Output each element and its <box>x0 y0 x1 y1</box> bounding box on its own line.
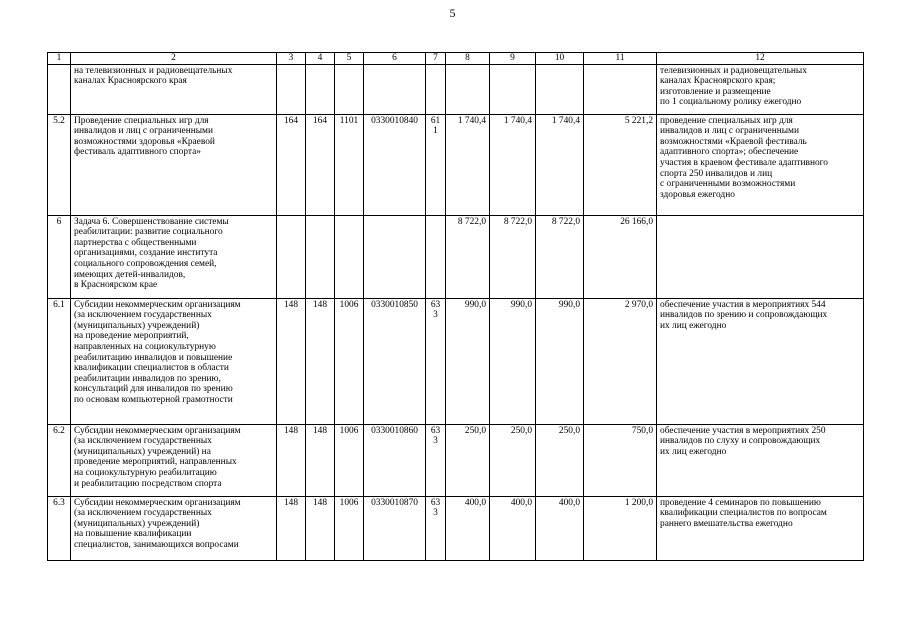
amount-year1-cell: 400,0 <box>446 496 490 560</box>
section-code-cell: 1101 <box>335 114 364 215</box>
target-article-cell <box>364 215 426 298</box>
header-cell: 9 <box>490 53 536 65</box>
grbs-code-cell: 148 <box>277 496 306 560</box>
section-code-cell: 1006 <box>335 496 364 560</box>
target-article-cell: 0330010850 <box>364 298 426 424</box>
expense-type-cell: 611 <box>426 114 446 215</box>
row-number-cell: 6.3 <box>48 496 71 560</box>
grbs-code-cell: 148 <box>277 298 306 424</box>
activity-name-cell: Проведение специальных игр для инвалидов и лиц с ограниченными возможностями здоровья «Краевой фестиваль адаптивного спорта» <box>71 114 277 215</box>
amount-year2-cell: 990,0 <box>490 298 536 424</box>
amount-year2-cell: 1 740,4 <box>490 114 536 215</box>
row-number-cell: 6 <box>48 215 71 298</box>
grbs-code-cell: 148 <box>306 298 335 424</box>
section-code-cell <box>335 64 364 114</box>
row-number-cell: 6.2 <box>48 424 71 496</box>
grbs-code-cell: 148 <box>277 424 306 496</box>
amount-year3-cell: 250,0 <box>536 424 584 496</box>
activity-name-cell: на телевизионных и радиовещательных каналах Красноярского края <box>71 64 277 114</box>
table-row <box>48 215 864 298</box>
amount-year3-cell: 1 740,4 <box>536 114 584 215</box>
expected-result-cell: проведение специальных игр для инвалидов и лиц с ограниченными возможностями «Краевой фестиваль адаптивного спорта»; обеспечение участия в краевом фестивале адаптивного спорта 250 инвалидов и лиц с ограниченными возможностями здоровья ежегодно <box>657 114 864 215</box>
table-row <box>48 298 864 424</box>
amount-total-cell: 1 200,0 <box>584 496 657 560</box>
grbs-code-cell: 164 <box>277 114 306 215</box>
amount-total-cell: 2 970,0 <box>584 298 657 424</box>
amount-year2-cell <box>490 64 536 114</box>
header-cell: 3 <box>277 53 306 65</box>
row-number-cell: 6.1 <box>48 298 71 424</box>
amount-total-cell: 26 166,0 <box>584 215 657 298</box>
amount-year3-cell: 990,0 <box>536 298 584 424</box>
header-cell: 2 <box>71 53 277 65</box>
grbs-code-cell <box>277 64 306 114</box>
header-cell: 10 <box>536 53 584 65</box>
header-cell: 8 <box>446 53 490 65</box>
header-cell: 1 <box>48 53 71 65</box>
amount-year1-cell: 250,0 <box>446 424 490 496</box>
table-row <box>48 496 864 560</box>
grbs-code-cell <box>306 64 335 114</box>
expected-result-cell: обеспечение участия в мероприятиях 544 инвалидов по зрению и сопровождающих их лиц ежегодно <box>657 298 864 424</box>
expected-result-cell: телевизионных и радиовещательных каналах Красноярского края; изготовление и размещение по 1 социальному ролику ежегодно <box>657 64 864 114</box>
table-row <box>48 114 864 215</box>
program-table <box>47 52 864 561</box>
row-number-cell <box>48 64 71 114</box>
header-cell: 4 <box>306 53 335 65</box>
section-code-cell <box>335 215 364 298</box>
expected-result-cell: проведение 4 семинаров по повышению квалификации специалистов по вопросам раннего вмешательства ежегодно <box>657 496 864 560</box>
target-article-cell: 0330010860 <box>364 424 426 496</box>
grbs-code-cell <box>277 215 306 298</box>
expense-type-cell <box>426 64 446 114</box>
amount-year1-cell: 990,0 <box>446 298 490 424</box>
header-cell: 11 <box>584 53 657 65</box>
activity-name-cell: Задача 6. Совершенствование системы реабилитации: развитие социального партнерства с общественными организациями, создание института социального сопровождения семей, имеющих детей-инвалидов, в Красноярском крае <box>71 215 277 298</box>
grbs-code-cell <box>306 215 335 298</box>
table-row <box>48 424 864 496</box>
expense-type-cell: 633 <box>426 424 446 496</box>
expense-type-cell <box>426 215 446 298</box>
activity-name-cell: Субсидии некоммерческим организациям (за исключением государственных (муниципальных) учреждений) на проведение мероприятий, направленных на социокультурную реабилитацию и реабилитацию посредством спорта <box>71 424 277 496</box>
target-article-cell: 0330010840 <box>364 114 426 215</box>
table-header-row <box>48 53 864 65</box>
amount-year2-cell: 400,0 <box>490 496 536 560</box>
target-article-cell: 0330010870 <box>364 496 426 560</box>
amount-year1-cell: 8 722,0 <box>446 215 490 298</box>
header-cell: 5 <box>335 53 364 65</box>
amount-year2-cell: 8 722,0 <box>490 215 536 298</box>
amount-year1-cell <box>446 64 490 114</box>
target-article-cell <box>364 64 426 114</box>
section-code-cell: 1006 <box>335 424 364 496</box>
expected-result-cell: обеспечение участия в мероприятиях 250 инвалидов по слуху и сопровождающих их лиц ежегодно <box>657 424 864 496</box>
amount-year3-cell: 8 722,0 <box>536 215 584 298</box>
amount-total-cell <box>584 64 657 114</box>
amount-year1-cell: 1 740,4 <box>446 114 490 215</box>
expense-type-cell: 633 <box>426 496 446 560</box>
activity-name-cell: Субсидии некоммерческим организациям (за исключением государственных (муниципальных) учреждений) на проведение мероприятий, направленных на социокультурную реабилитацию инвалидов и повышение квалификации специалистов в области реабилитации инвалидов по зрению, консультаций для инвалидов по зрению по основам компьютерной грамотности <box>71 298 277 424</box>
header-cell: 6 <box>364 53 426 65</box>
amount-year3-cell <box>536 64 584 114</box>
grbs-code-cell: 148 <box>306 424 335 496</box>
row-number-cell: 5.2 <box>48 114 71 215</box>
activity-name-cell: Субсидии некоммерческим организациям (за исключением государственных (муниципальных) учреждений) на повышение квалификации специалистов, занимающихся вопросами <box>71 496 277 560</box>
header-cell: 7 <box>426 53 446 65</box>
header-cell: 12 <box>657 53 864 65</box>
grbs-code-cell: 164 <box>306 114 335 215</box>
grbs-code-cell: 148 <box>306 496 335 560</box>
amount-year2-cell: 250,0 <box>490 424 536 496</box>
section-code-cell: 1006 <box>335 298 364 424</box>
amount-total-cell: 5 221,2 <box>584 114 657 215</box>
expense-type-cell: 633 <box>426 298 446 424</box>
expected-result-cell <box>657 215 864 298</box>
page-number: 5 <box>449 6 456 20</box>
table-row <box>48 64 864 114</box>
amount-year3-cell: 400,0 <box>536 496 584 560</box>
amount-total-cell: 750,0 <box>584 424 657 496</box>
